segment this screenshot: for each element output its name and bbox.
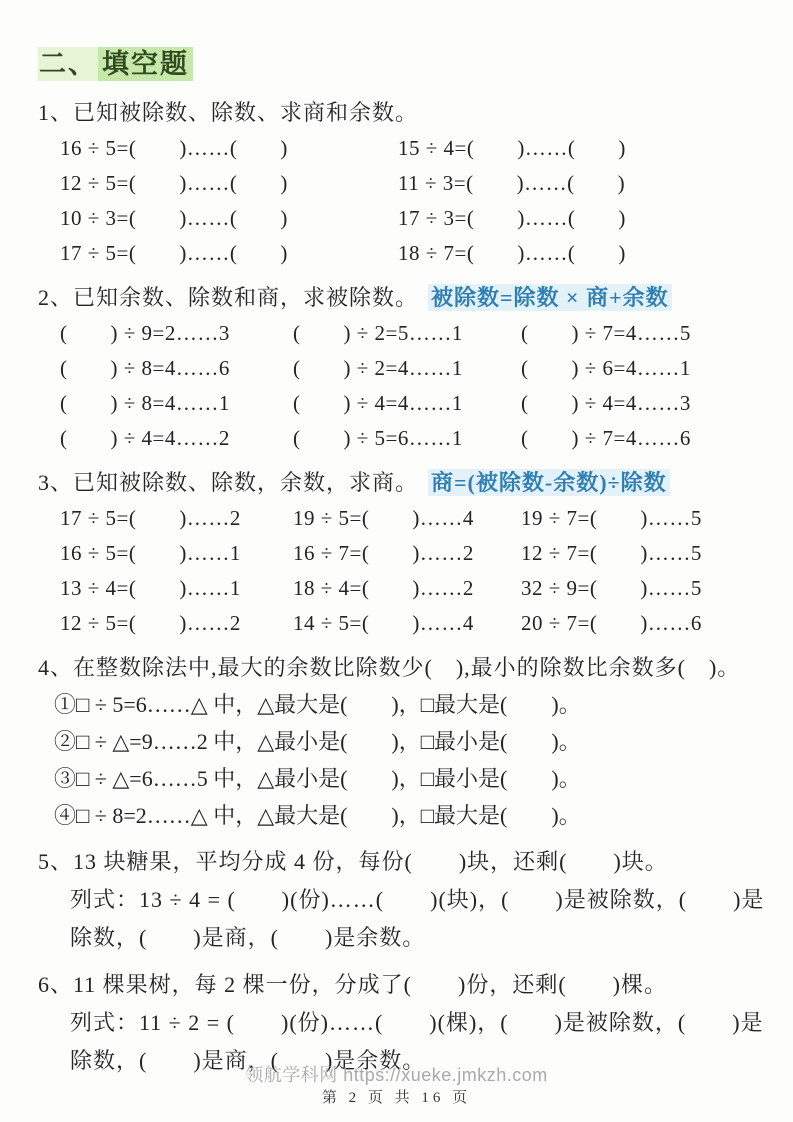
question-2-formula: 被除数=除数 × 商+余数 — [428, 284, 672, 311]
equation: 16 ÷ 5=( )……( ) — [60, 136, 288, 160]
question-3-text: 3、已知被除数、除数，余数，求商。 — [38, 470, 419, 495]
question-3-formula: 商=(被除数-余数)÷除数 — [428, 469, 670, 496]
equation: 17 ÷ 3=( )……( ) — [398, 206, 626, 230]
question-4-item-2: ②□ ÷ △=9……2 中，△最小是( )，□最小是( )。 — [54, 729, 581, 754]
question-6-line3: 除数，( )是商，( )是余数。 — [70, 1048, 426, 1073]
equation: ( ) ÷ 9=2……3 — [60, 321, 230, 345]
question-5-line2: 列式：13 ÷ 4 = ( )(份)……( )(块)，( )是被除数，( )是 — [70, 887, 765, 912]
question-5-line1: 5、13 块糖果，平均分成 4 份，每份( )块，还剩( )块。 — [38, 849, 668, 874]
equation: 10 ÷ 3=( )……( ) — [60, 206, 288, 230]
equation: ( ) ÷ 2=4……1 — [293, 356, 463, 380]
equation: 12 ÷ 7=( )……5 — [521, 541, 702, 565]
page-number: 第 2 页 共 16 页 — [321, 1090, 472, 1106]
question-3-equations — [38, 501, 767, 641]
question-6-line1: 6、11 棵果树，每 2 棵一份，分成了( )份，还剩( )棵。 — [38, 972, 667, 997]
question-5 — [38, 843, 767, 957]
equation: 16 ÷ 7=( )……2 — [293, 541, 474, 565]
equation: 18 ÷ 7=( )……( ) — [398, 241, 626, 265]
question-2 — [38, 280, 767, 456]
section-number: 二、 — [39, 49, 97, 79]
equation: ( ) ÷ 8=4……6 — [60, 356, 230, 380]
equation: 20 ÷ 7=( )……6 — [521, 611, 702, 635]
equation: ( ) ÷ 5=6……1 — [293, 426, 463, 450]
equation: 32 ÷ 9=( )……5 — [521, 576, 702, 600]
equation: ( ) ÷ 7=4……6 — [521, 426, 691, 450]
equation: ( ) ÷ 7=4……5 — [521, 321, 691, 345]
question-4-item-1: ①□ ÷ 5=6……△ 中，△最大是( )，□最大是( )。 — [54, 692, 581, 717]
equation: 15 ÷ 4=( )……( ) — [398, 136, 626, 160]
question-6-line2: 列式：11 ÷ 2 = ( )(份)……( )(棵)，( )是被除数，( )是 — [70, 1010, 764, 1035]
question-1-equations — [38, 131, 767, 271]
equation: ( ) ÷ 6=4……1 — [521, 356, 691, 380]
equation: 19 ÷ 5=( )……4 — [293, 506, 474, 530]
equation: 12 ÷ 5=( )……( ) — [60, 171, 288, 195]
site-watermark: 领航学科网 https://xueke.jmkzh.com — [245, 1065, 548, 1085]
equation: ( ) ÷ 4=4……3 — [521, 391, 691, 415]
question-2-text: 2、已知余数、除数和商，求被除数。 — [38, 285, 419, 310]
equation: 14 ÷ 5=( )……4 — [293, 611, 474, 635]
equation: ( ) ÷ 2=5……1 — [293, 321, 463, 345]
question-4-heading: 4、在整数除法中,最大的余数比除数少( ),最小的除数比余数多( )。 — [38, 655, 741, 680]
question-4 — [38, 650, 767, 834]
question-4-item-4: ④□ ÷ 8=2……△ 中，△最大是( )，□最大是( )。 — [54, 803, 581, 828]
equation: 17 ÷ 5=( )……2 — [60, 506, 241, 530]
equation: 16 ÷ 5=( )……1 — [60, 541, 241, 565]
question-4-items — [38, 686, 767, 834]
question-3-heading — [38, 465, 767, 501]
equation: ( ) ÷ 8=4……1 — [60, 391, 230, 415]
question-1-heading: 1、已知被除数、除数、求商和余数。 — [38, 100, 419, 125]
question-2-equations — [38, 316, 767, 456]
question-4-item-3: ③□ ÷ △=6……5 中，△最小是( )，□最小是( )。 — [54, 766, 581, 791]
section-title-highlight: 填空题 — [98, 47, 193, 81]
equation: 19 ÷ 7=( )……5 — [521, 506, 702, 530]
question-2-heading — [38, 280, 767, 316]
page-title — [38, 42, 767, 81]
equation: ( ) ÷ 4=4……2 — [60, 426, 230, 450]
question-1 — [38, 95, 767, 271]
question-3 — [38, 465, 767, 641]
equation: 17 ÷ 5=( )……( ) — [60, 241, 288, 265]
equation: ( ) ÷ 4=4……1 — [293, 391, 463, 415]
equation: 13 ÷ 4=( )……1 — [60, 576, 241, 600]
equation: 12 ÷ 5=( )……2 — [60, 611, 241, 635]
question-5-line3: 除数，( )是商，( )是余数。 — [70, 925, 426, 950]
equation: 18 ÷ 4=( )……2 — [293, 576, 474, 600]
equation: 11 ÷ 3=( )……( ) — [398, 171, 626, 195]
